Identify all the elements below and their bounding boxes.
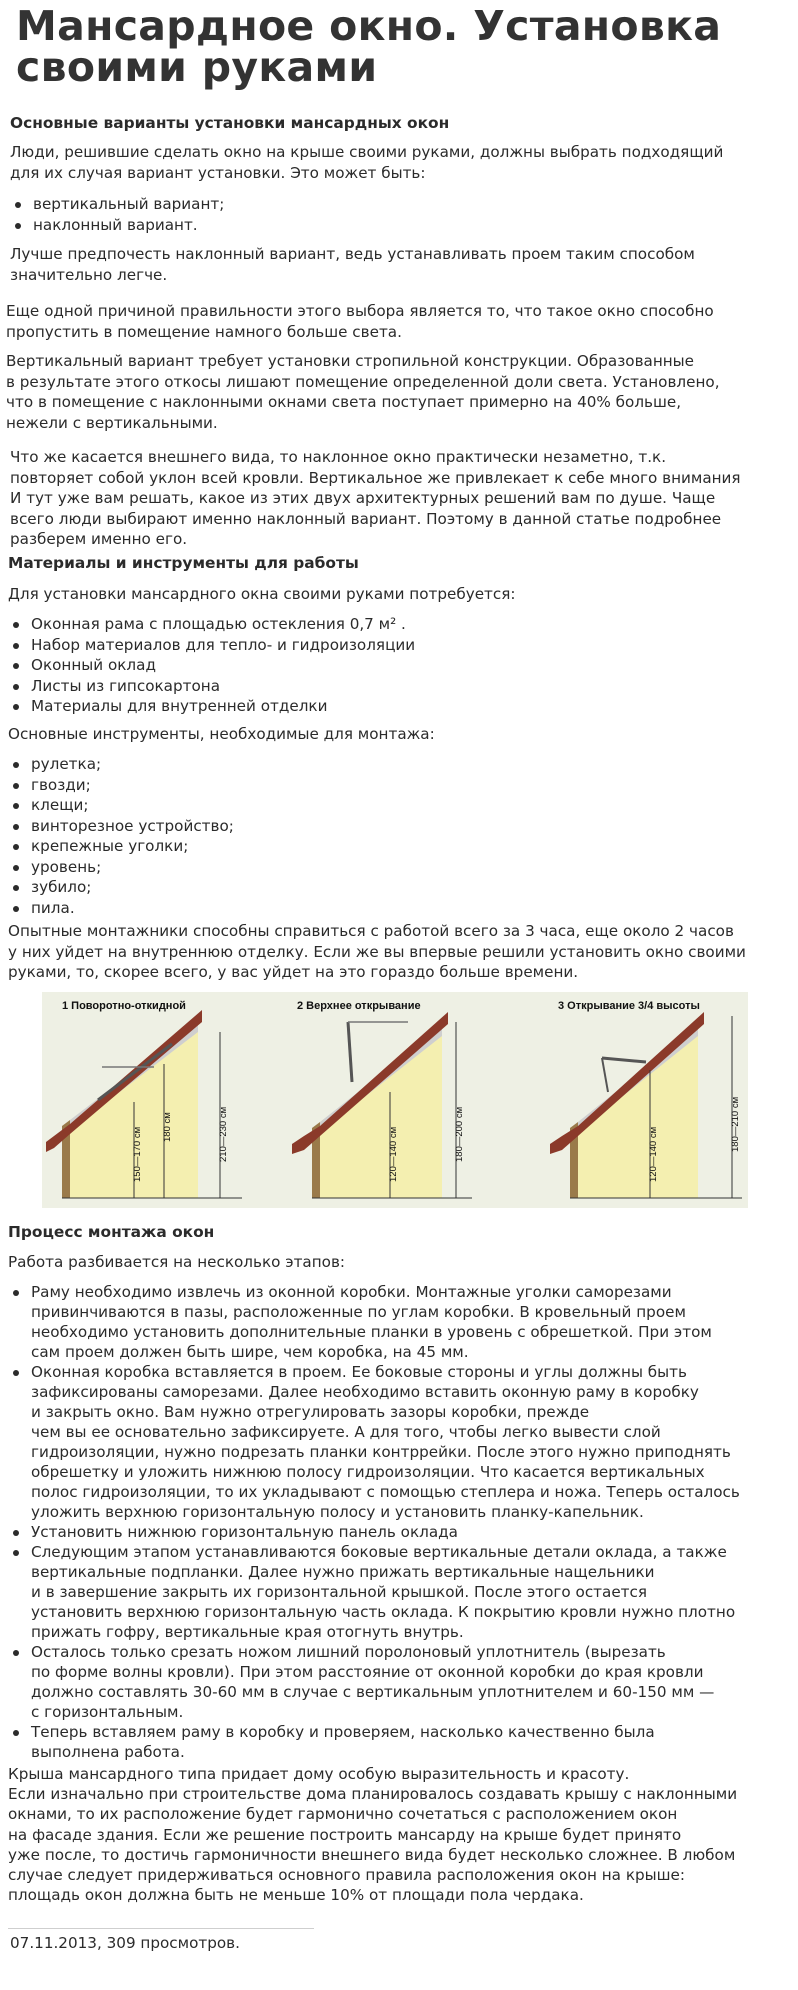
paragraph-intro: Люди, решившие сделать окно на крыше своими руками, должны выбрать подходящий для их случая вариант установки. Это может быть:: [10, 143, 724, 182]
section-heading-process: Процесс монтажа окон: [8, 1223, 215, 1241]
list-item: рулетка;: [8, 754, 234, 775]
list-item: наклонный вариант.: [10, 215, 224, 236]
list-item: Листы из гипсокартона: [8, 676, 415, 697]
list-item: Установить нижнюю горизонтальную панель оклада: [8, 1522, 740, 1542]
diagram-caption-1: 1 Поворотно-откидной: [62, 1000, 186, 1012]
list-item: Следующим этапом устанавливаются боковые вертикальные детали оклада, а также вертикальные подпланки. Далее нужно прижать вертикальные нащельники и в завершение закрыть их горизонтальной крышкой. После этого остается установить верхнюю горизонтальную часть оклада. К покрытию кровли нужно плотно прижать гофру, вертикальные края отогнуть внутрь.: [8, 1542, 740, 1642]
dim-label: 210—230 см: [218, 1106, 229, 1162]
list-item: крепежные уголки;: [8, 836, 234, 857]
list-item: Теперь вставляем раму в коробку и проверяем, насколько качественно была выполнена работа.: [8, 1722, 740, 1762]
tools-intro: Основные инструменты, необходимые для монтажа:: [8, 725, 435, 743]
list-item: пила.: [8, 898, 234, 919]
process-intro: Работа разбивается на несколько этапов:: [8, 1253, 346, 1271]
list-item: Оконный оклад: [8, 655, 415, 676]
list-item: зубило;: [8, 877, 234, 898]
tools-list: [8, 754, 234, 918]
footer-divider: [8, 1928, 314, 1929]
paragraph-vertical: Вертикальный вариант требует установки стропильной конструкции. Образованные в результате этого откосы лишают помещение определенной доли света. Установлено, что в помещение с наклонными окнами света поступает примерно на 40% больше, нежели с вертикальными.: [6, 352, 720, 432]
paragraph-advice: Лучше предпочесть наклонный вариант, ведь устанавливать проем таким способом значительно легче.: [10, 245, 695, 284]
list-item: уровень;: [8, 857, 234, 878]
dim-label: 150—170 см: [132, 1126, 143, 1182]
section-heading-materials: Материалы и инструменты для работы: [8, 554, 359, 572]
section-heading-variants: Основные варианты установки мансардных окон: [10, 114, 450, 132]
page-title: Мансардное окно. Установка своими руками: [16, 2, 722, 91]
dim-label: 120—140 см: [648, 1126, 659, 1182]
list-item: Оконная рама с площадью остекления 0,7 м² .: [8, 614, 415, 635]
paragraph-closing: Крыша мансардного типа придает дому особую выразительность и красоту. Если изначально при строительстве дома планировалось создавать крышу с наклонными окнами, то их расположение будет гармонично сочетаться с расположением окон на фасаде здания. Если же решение построить мансарду на крыше будет принято уже после, то достичь гармоничности внешнего вида будет несколько сложнее. В любом случае следует придерживаться основного правила расположения окон на крыше: площадь окон должна быть не меньше 10% от площади пола чердака.: [8, 1765, 738, 1905]
list-item: Материалы для внутренней отделки: [8, 696, 415, 717]
dim-label: 180—200 см: [454, 1106, 465, 1162]
dim-label: 180—210 см: [730, 1096, 741, 1152]
installation-diagram: [42, 992, 748, 1208]
list-item: Раму необходимо извлечь из оконной коробки. Монтажные уголки саморезами привинчиваются в пазы, расположенные по углам коробки. В кровельный проем необходимо установить дополнительные планки в уровень с обрешеткой. При этом сам проем должен быть шире, чем коробка, на 45 мм.: [8, 1282, 740, 1362]
materials-list: [8, 614, 415, 717]
list-item: винторезное устройство;: [8, 816, 234, 837]
list-item: Оконная коробка вставляется в проем. Ее боковые стороны и углы должны быть зафиксированы саморезами. Далее необходимо вставить оконную раму в коробку и закрыть окно. Вам нужно отрегулировать зазоры коробки, прежде чем вы ее основательно зафиксируете. А для того, чтобы легко вывести слой гидроизоляции, нужно подрезать планки контррейки. После этого нужно приподнять обрешетку и уложить нижнюю полосу гидроизоляции. Что касается вертикальных полос гидроизоляции, то их укладывают с помощью степлера и ножа. Теперь осталось уложить верхнюю горизонтальную полосу и установить планку-капельник.: [8, 1362, 740, 1522]
list-item: Осталось только срезать ножом лишний поролоновый уплотнитель (вырезать по форме волны кровли). При этом расстояние от оконной коробки до края кровли должно составлять 30-60 мм в случае с вертикальным уплотнителем и 60-150 мм — с горизонтальным.: [8, 1642, 740, 1722]
diagram-caption-3: 3 Открывание 3/4 высоты: [558, 1000, 700, 1012]
list-item: вертикальный вариант;: [10, 194, 224, 215]
options-list: [10, 194, 224, 235]
diagram-caption-2: 2 Верхнее открывание: [297, 1000, 421, 1012]
steps-list: [8, 1282, 740, 1762]
dim-label: 120—140 см: [388, 1126, 399, 1182]
paragraph-appearance: Что же касается внешнего вида, то наклонное окно практически незаметно, т.к. повторяет собой уклон всей кровли. Вертикальное же привлекает к себе много внимания И тут уже вам решать, какое из этих двух архитектурных решений вам по душе. Чаще всего люди выбирают именно наклонный вариант. Поэтому в данной статье подробнее разберем именно его.: [10, 448, 741, 548]
dim-label: 180 см: [162, 1112, 173, 1142]
materials-intro: Для установки мансардного окна своими руками потребуется:: [8, 585, 516, 603]
paragraph-time: Опытные монтажники способны справиться с работой всего за 3 часа, еще около 2 часов у них уйдет на внутреннюю отделку. Если же вы впервые решили установить окно своими руками, то, скорее всего, у вас уйдет на это гораздо больше времени.: [8, 922, 746, 981]
paragraph-reason: Еще одной причиной правильности этого выбора является то, что такое окно способно пропустить в помещение намного больше света.: [6, 302, 714, 341]
list-item: Набор материалов для тепло- и гидроизоляции: [8, 635, 415, 656]
article-meta: 07.11.2013, 309 просмотров.: [10, 1934, 240, 1952]
list-item: гвозди;: [8, 775, 234, 796]
list-item: клещи;: [8, 795, 234, 816]
